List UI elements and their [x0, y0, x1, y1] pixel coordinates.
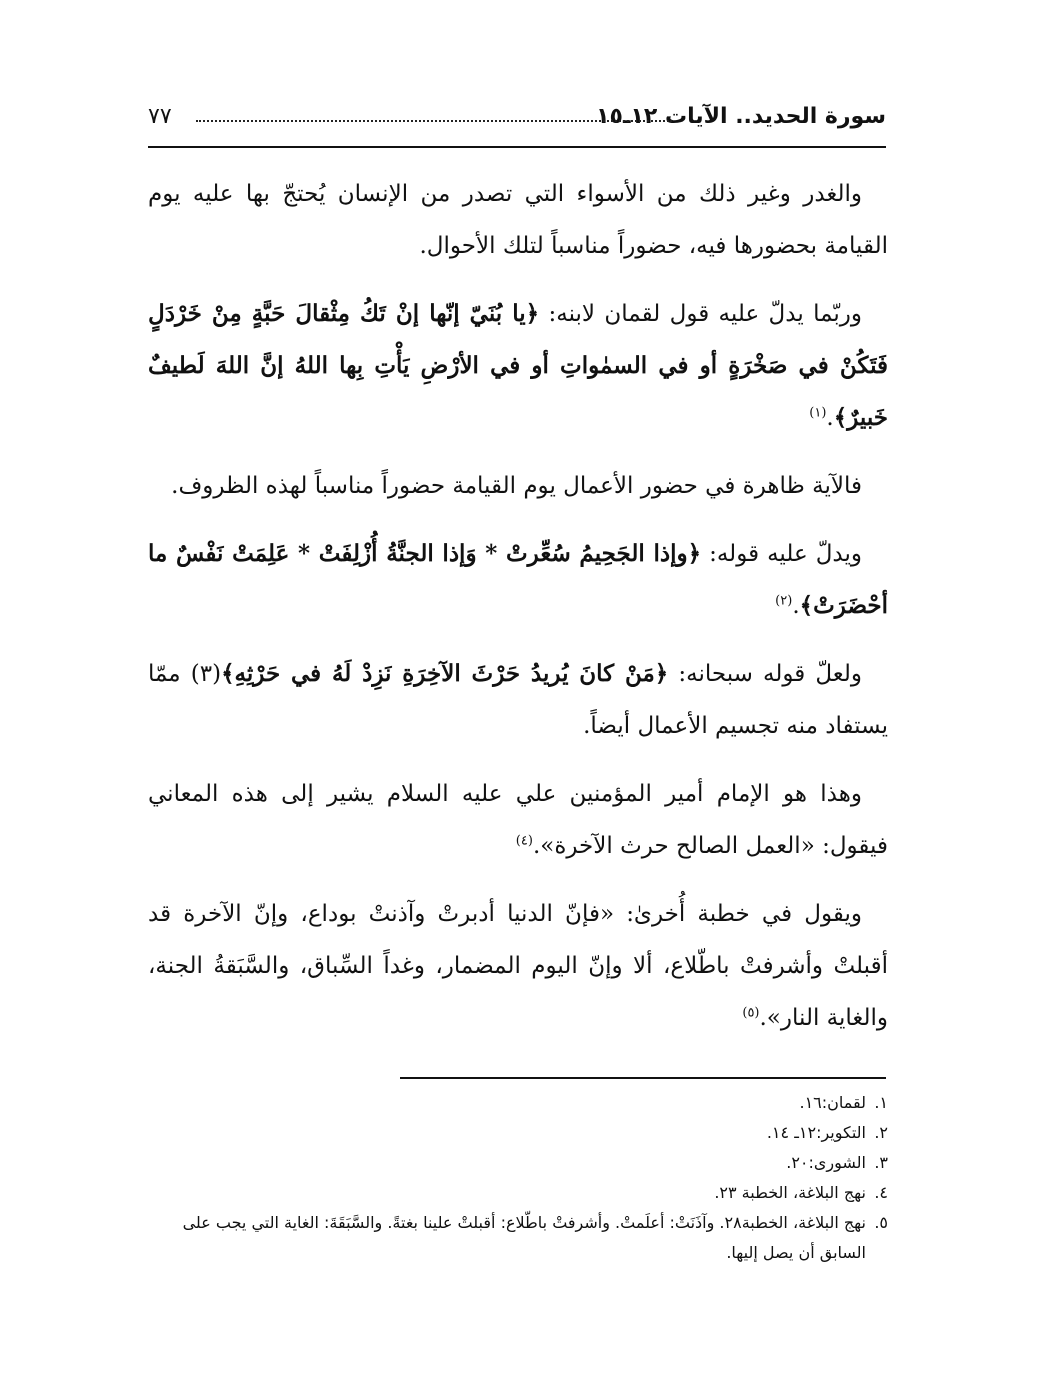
footnote-text: الشورى:٢٠.: [786, 1153, 866, 1172]
paragraph-text: .: [792, 593, 800, 619]
paragraph-text: وربّما يدلّ عليه قول لقمان لابنه:: [539, 301, 863, 327]
footnote-text: نهج البلاغة، الخطبة ٢٣.: [714, 1183, 866, 1202]
footnote-marker: (١): [809, 405, 827, 421]
paragraph: [148, 288, 888, 444]
footnote-number: ٢.: [874, 1123, 888, 1142]
quran-verse: ﴿يا بُنَيّ إنّها إنْ تَكُ مِثْقالَ حَبَّةٍ مِنْ خَرْدَلٍ فَتَكُنْ في صَخْرَةٍ أو في السمٰواتِ أو في الأرْضِ يَأْتِ بِها اللهُ إنَّ اللهَ لَطيفٌ خَبيرٌ﴾: [148, 300, 888, 431]
paragraph: [148, 888, 888, 1044]
main-text: [148, 168, 888, 1060]
footnote-marker: (٤): [515, 833, 533, 849]
footnote: [148, 1178, 888, 1208]
quran-verse: ﴿مَنْ كانَ يُريدُ حَرْثَ الآخِرَةِ نَزِدْ لَهُ في حَرْثِهِ﴾: [221, 660, 669, 687]
paragraph-text: وهذا هو الإمام أمير المؤمنين علي عليه السلام يشير إلى هذه المعاني فيقول: «العمل الصالح حرث الآخرة».: [148, 781, 888, 859]
paragraph-text: ولعلّ قوله سبحانه:: [668, 661, 862, 687]
footnote-number: ٤.: [874, 1183, 888, 1202]
paragraph: [148, 168, 888, 272]
footnote-marker: (٥): [742, 1005, 760, 1021]
paragraph: [148, 768, 888, 872]
paragraph-text: والغدر وغير ذلك من الأسواء التي تصدر من الإنسان يُحتجّ بها عليه يوم القيامة بحضورها فيه، حضوراً مناسباً لتلك الأحوال.: [148, 181, 888, 259]
header-dot-leader: [196, 120, 672, 122]
footnote-separator: [400, 1077, 886, 1079]
paragraph: [148, 528, 888, 632]
footnote-text: لقمان:١٦.: [799, 1093, 866, 1112]
paragraph: [148, 460, 888, 512]
footnote-number: ٥.: [874, 1213, 888, 1232]
footnote-marker: (٢): [775, 593, 793, 609]
paragraph-text: ويقول في خطبة أُخرىٰ: «فإنّ الدنيا أدبرتْ وآذنتْ بوداع، وإنّ الآخرة قد أقبلتْ وأشرفتْ باطّلاع، ألا وإنّ اليوم المضمار، وغداً السِّباق، والسَّبَقةُ الجنة، والغاية النار».: [148, 901, 888, 1031]
footnote: [148, 1148, 888, 1178]
page-number: ٧٧: [148, 104, 172, 129]
footnote: [148, 1118, 888, 1148]
footnote-text: التكوير:١٢ـ ١٤.: [766, 1123, 866, 1142]
footnote: [148, 1088, 888, 1118]
running-header: [148, 100, 886, 134]
footnote-number: ١.: [874, 1093, 888, 1112]
paragraph-text: ويدلّ عليه قوله:: [701, 541, 862, 567]
footnotes: [148, 1088, 888, 1268]
footnote-text: نهج البلاغة، الخطبة٢٨. وآذَنَتْ: أعلَمتْ. وأشرفتْ باطّلاع: أقبلتْ علينا بغتةً. والسَّبَقَةَ: الغاية التي يجب على السابق أن يصل إليها.: [182, 1213, 866, 1262]
header-title: سورة الحديد.. الآيات ١٢ـ١٥: [596, 104, 886, 129]
paragraph-text: (٣) ممّا يستفاد منه تجسيم الأعمال أيضاً.: [148, 661, 888, 739]
paragraph: [148, 648, 888, 752]
footnote-number: ٣.: [874, 1153, 888, 1172]
footnote: [148, 1208, 888, 1268]
quran-verse: ﴿وإذا الجَحِيمُ سُعِّرتْ * وَإذا الجنَّةُ أُزْلِفَتْ * عَلِمَتْ نَفْسٌ ما أحْضَرَتْ﴾: [148, 540, 888, 619]
paragraph-text: .: [826, 405, 834, 431]
header-rule: [148, 146, 886, 148]
paragraph-text: فالآية ظاهرة في حضور الأعمال يوم القيامة حضوراً مناسباً لهذه الظروف.: [171, 473, 862, 499]
